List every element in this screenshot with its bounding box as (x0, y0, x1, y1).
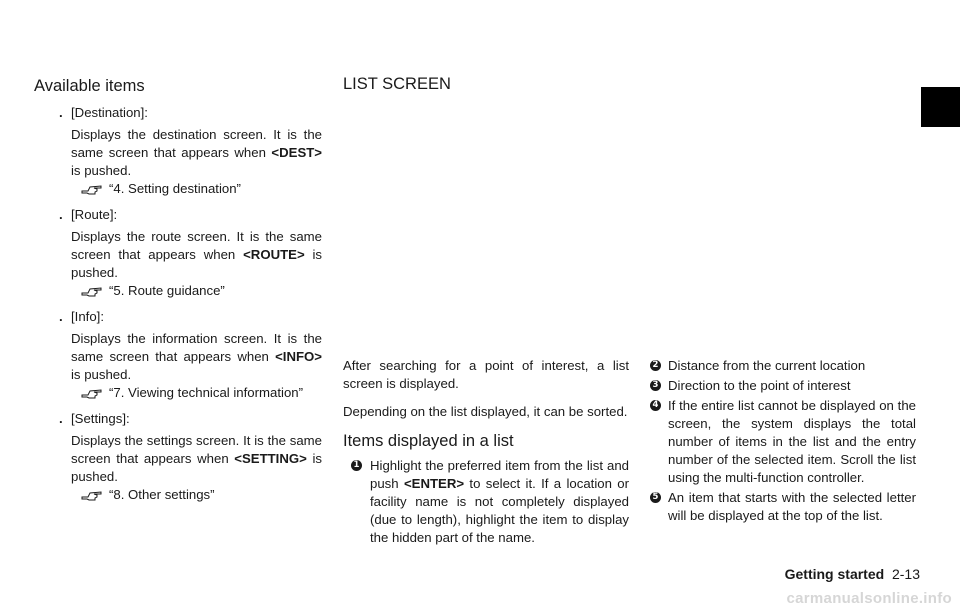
item-title: [Info]: (71, 309, 104, 324)
watermark: carmanualsonline.info (786, 590, 952, 607)
left-column (34, 76, 322, 504)
pointing-hand-icon (81, 386, 103, 400)
item-body: Displays the settings screen. It is the same screen that appears when <SETTING> is pushed. (71, 433, 322, 484)
bullet: . (59, 105, 63, 120)
number-badge-icon: 2 (650, 360, 661, 371)
bullet: . (59, 411, 63, 426)
pointing-hand-icon (81, 182, 103, 196)
list-item-4: 4 If the entire list cannot be displayed on the screen, the system displays the total number of items in the list and the entry number of the selected item. Scroll the list using the multi-function controller. (650, 397, 916, 487)
paragraph: After searching for a point of interest, a list screen is displayed. (343, 358, 629, 391)
pointing-hand-icon (81, 284, 103, 298)
section-tab (921, 87, 960, 127)
info-item (34, 308, 322, 402)
bullet: . (59, 309, 63, 324)
list-screen-heading: LIST SCREEN (343, 75, 451, 93)
list-item-3: 3 Direction to the point of interest (650, 377, 916, 395)
item-title: [Settings]: (71, 411, 130, 426)
available-items-heading: Available items (34, 77, 145, 95)
number-badge-icon: 3 (650, 380, 661, 391)
reference-link[interactable]: “8. Other settings” (71, 486, 322, 504)
bullet: . (59, 207, 63, 222)
middle-column-body (343, 357, 629, 547)
number-badge-icon: 4 (650, 400, 661, 411)
page-footer (785, 566, 920, 582)
right-column (650, 357, 916, 525)
reference-link[interactable]: “5. Route guidance” (71, 282, 322, 300)
item-title: [Destination]: (71, 105, 148, 120)
list-item-1: 1 Highlight the preferred item from the list and push <ENTER> to select it. If a location or facility name is not completely displayed (due to length), highlight the item to display the hidden part of the name. (343, 457, 629, 547)
pointing-hand-icon (81, 488, 103, 502)
route-item (34, 206, 322, 300)
item-body: Displays the destination screen. It is the same screen that appears when <DEST> is pushed. (71, 127, 322, 178)
reference-link[interactable]: “7. Viewing technical information” (71, 384, 322, 402)
page-number: 2-13 (891, 566, 920, 582)
middle-column (343, 74, 629, 94)
destination-item (34, 104, 322, 198)
list-item-5: 5 An item that starts with the selected letter will be displayed at the top of the list. (650, 489, 916, 525)
item-title: [Route]: (71, 207, 118, 222)
settings-item (34, 410, 322, 504)
reference-link[interactable]: “4. Setting destination” (71, 180, 322, 198)
paragraph: Depending on the list displayed, it can be sorted. (343, 404, 628, 419)
list-item-2: 2 Distance from the current location (650, 357, 916, 375)
item-body: Displays the route screen. It is the same screen that appears when <ROUTE> is pushed. (71, 229, 323, 280)
item-body: Displays the information screen. It is the same screen that appears when <INFO> is pushed. (71, 331, 322, 382)
number-badge-icon: 1 (351, 460, 362, 471)
footer-section: Getting started (784, 566, 885, 582)
number-badge-icon: 5 (650, 492, 661, 503)
items-displayed-heading: Items displayed in a list (343, 432, 514, 450)
